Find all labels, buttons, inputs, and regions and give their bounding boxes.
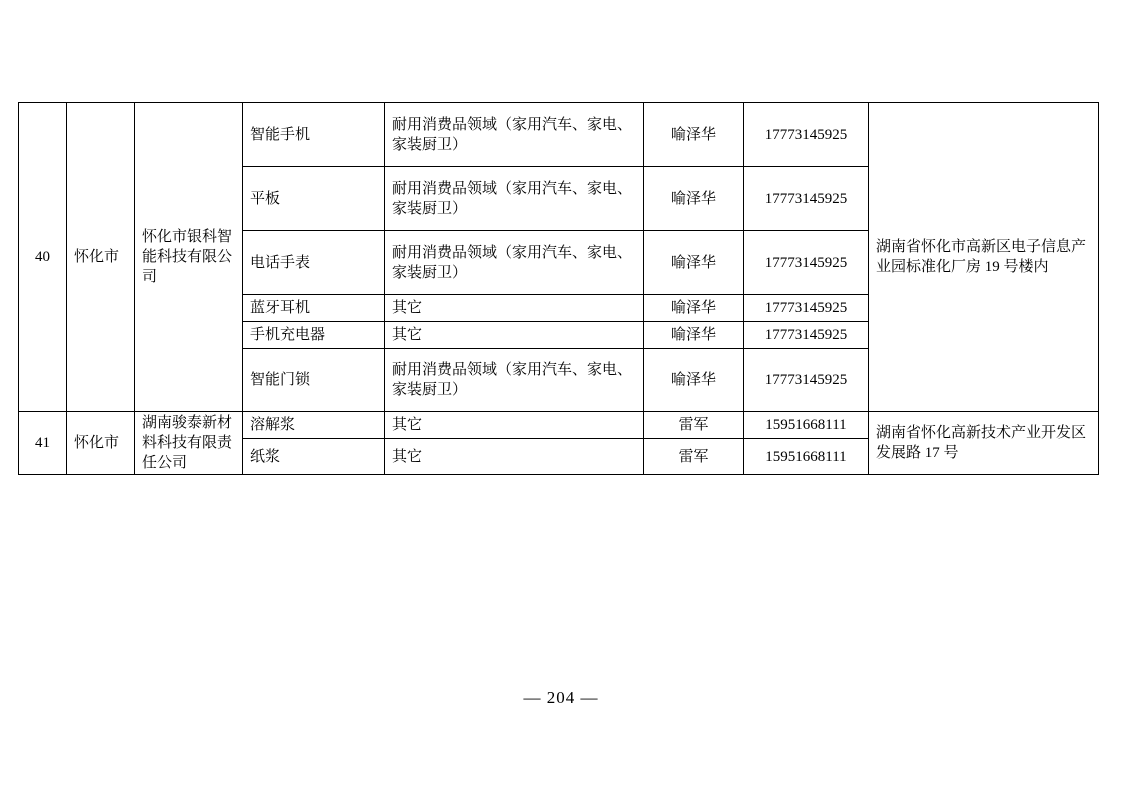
- product-field-cell: 其它: [385, 295, 644, 322]
- contact-cell: 雷军: [644, 439, 744, 475]
- table-row: [19, 412, 1099, 439]
- phone-cell: 17773145925: [744, 103, 869, 167]
- contact-cell: 喻泽华: [644, 349, 744, 412]
- city-cell: 怀化市: [67, 412, 135, 475]
- company-cell: 湖南骏泰新材料科技有限责任公司: [135, 412, 243, 475]
- page-number: — 204 —: [523, 688, 599, 707]
- product-field-cell: 耐用消费品领域（家用汽车、家电、家装厨卫）: [385, 231, 644, 295]
- contact-cell: 喻泽华: [644, 295, 744, 322]
- contact-cell: 喻泽华: [644, 322, 744, 349]
- phone-cell: 15951668111: [744, 439, 869, 475]
- phone-cell: 17773145925: [744, 231, 869, 295]
- contact-cell: 喻泽华: [644, 231, 744, 295]
- phone-cell: 17773145925: [744, 349, 869, 412]
- phone-cell: 17773145925: [744, 167, 869, 231]
- product-field-cell: 其它: [385, 439, 644, 475]
- product-name-cell: 智能门锁: [243, 349, 385, 412]
- phone-cell: 17773145925: [744, 322, 869, 349]
- contact-cell: 喻泽华: [644, 103, 744, 167]
- phone-cell: 15951668111: [744, 412, 869, 439]
- product-name-cell: 纸浆: [243, 439, 385, 475]
- row-number: 40: [19, 103, 67, 412]
- product-field-cell: 耐用消费品领域（家用汽车、家电、家装厨卫）: [385, 103, 644, 167]
- city-cell: 怀化市: [67, 103, 135, 412]
- product-field-cell: 其它: [385, 412, 644, 439]
- product-name-cell: 电话手表: [243, 231, 385, 295]
- contact-cell: 喻泽华: [644, 167, 744, 231]
- product-field-cell: 耐用消费品领域（家用汽车、家电、家装厨卫）: [385, 349, 644, 412]
- table-row: [19, 103, 1099, 167]
- row-number: 41: [19, 412, 67, 475]
- company-cell: 怀化市银科智能科技有限公司: [135, 103, 243, 412]
- product-name-cell: 智能手机: [243, 103, 385, 167]
- product-name-cell: 手机充电器: [243, 322, 385, 349]
- phone-cell: 17773145925: [744, 295, 869, 322]
- product-name-cell: 溶解浆: [243, 412, 385, 439]
- address-cell: 湖南省怀化高新技术产业开发区发展路 17 号: [869, 412, 1099, 475]
- product-name-cell: 平板: [243, 167, 385, 231]
- product-field-cell: 其它: [385, 322, 644, 349]
- product-field-cell: 耐用消费品领域（家用汽车、家电、家装厨卫）: [385, 167, 644, 231]
- address-cell: 湖南省怀化市高新区电子信息产业园标准化厂房 19 号楼内: [869, 103, 1099, 412]
- enterprise-product-table: [18, 102, 1099, 475]
- contact-cell: 雷军: [644, 412, 744, 439]
- product-name-cell: 蓝牙耳机: [243, 295, 385, 322]
